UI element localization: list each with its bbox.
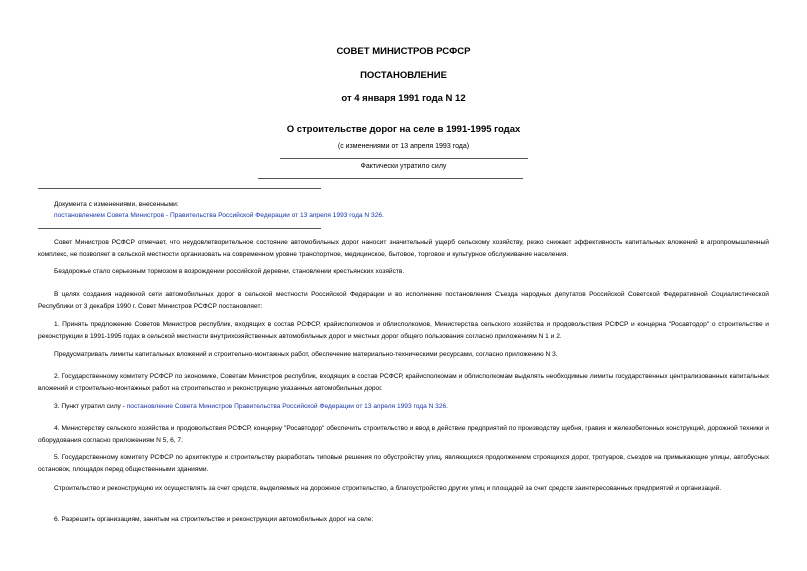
paragraph-item-5: 5. Государственному комитету РСФСР по архитектуре и строительству разработать типовые решения по обустройству улиц, являющихся продолжением строящихся дорог, тротуаров, съездов на примыкающие улицы, автобусных остановок, площадок перед общественными зданиями. [38, 454, 769, 473]
paragraph-item-6: 6. Разрешить организациям, занятым на строительстве и реконструкции автомобильных дорог на селе: [54, 516, 374, 523]
paragraph-item-2: 2. Государственному комитету РСФСР по экономике, Советам Министров республик, входящих в состав РСФСР, крайисполкомам и облисполкомам выделять необходимые лимиты государственных централизованных капитальных вложений и строительно-монтажных работ на строительство и реконструкцию указанных автомобильных дорог. [38, 373, 769, 392]
notes-divider-top [38, 188, 321, 189]
amendments-note: (с изменениями от 13 апреля 1993 года) [337, 143, 470, 150]
paragraph-roadlessness: Бездорожье стало серьезным тормозом в возрождении российской деревни, становлении крестьянских хозяйств. [54, 268, 405, 275]
paragraph-item-4: 4. Министерству сельского хозяйства и продовольствия РСФСР, концерну "Росавтодор" обеспечить строительство и ввод в действие предприятий по производству щебня, гравия и железобетонных конструкций, дорожной техники и оборудования согласно приложениям N 5, 6, 7. [38, 425, 769, 444]
date-number-heading: от 4 января 1991 года N 12 [341, 93, 466, 104]
document-type-heading: ПОСТАНОВЛЕНИЕ [360, 70, 447, 81]
amendments-block [54, 199, 384, 221]
issuer-heading: СОВЕТ МИНИСТРОВ РСФСР [336, 46, 471, 57]
paragraph-item-1: 1. Принять предложение Советов Министров республик, входящих в состав РСФСР, крайисполкомов и облисполкомов, Министерства сельского хозяйства и продовольствия РСФСР и концерна "Росавтодор" о строительстве и реконструкции в 1991-1995 годах в сельской местности внутрихозяйственных автомобильных дорог и местных дорог общего пользования согласно приложениям N 1 и 2. [38, 321, 769, 340]
paragraph-preamble: Совет Министров РСФСР отмечает, что неудовлетворительное состояние автомобильных дорог наносит значительный ущерб сельскому хозяйству, резко снижает эффективность капитальных вложений в агропромышленный комплекс, не позволяет в сельской местности организовать на современном уровне транспортное, медицинское, бытовое, торговое и культурное обслуживание населения. [38, 239, 769, 258]
paragraph-item-1-limits: Предусматривать лимиты капитальных вложений и строительно-монтажных работ, обеспечение материально-техническими ресурсами, согласно приложению N 3. [54, 351, 558, 358]
notes-divider-bottom [38, 228, 321, 229]
paragraph-item-3 [38, 401, 769, 413]
divider-middle [258, 178, 523, 179]
paragraph-item-5-funding: Строительство и реконструкцию их осуществлять за счет средств, выделяемых на дорожное строительство, а благоустройство других улиц и площадей за счет средств заинтересованных предприятий и организаций. [54, 485, 722, 492]
item-3-link[interactable]: постановление Совета Министров Правительства Российской Федерации от 13 апреля 1993 года N 326. [126, 403, 448, 410]
paragraph-resolution: В целях создания надежной сети автомобильных дорог в сельской местности Российской Федерации и во исполнение постановления Съезда народных депутатов Российской Советской Федеративной Социалистической Республики от 3 декабря 1990 г. Совет Министров РСФСР постановляет: [38, 291, 769, 310]
amendment-link[interactable]: постановлением Совета Министров - Правительства Российской Федерации от 13 апреля 1993 года N 326. [54, 212, 384, 219]
status-note: Фактически утратило силу [360, 163, 447, 170]
divider-top [280, 158, 528, 159]
amendments-intro: Документа с изменениями, внесенными: [54, 201, 179, 208]
item-3-prefix: 3. Пункт утратил силу - [54, 403, 127, 410]
document-title: О строительстве дорог на селе в 1991-1995 годах [286, 124, 521, 135]
